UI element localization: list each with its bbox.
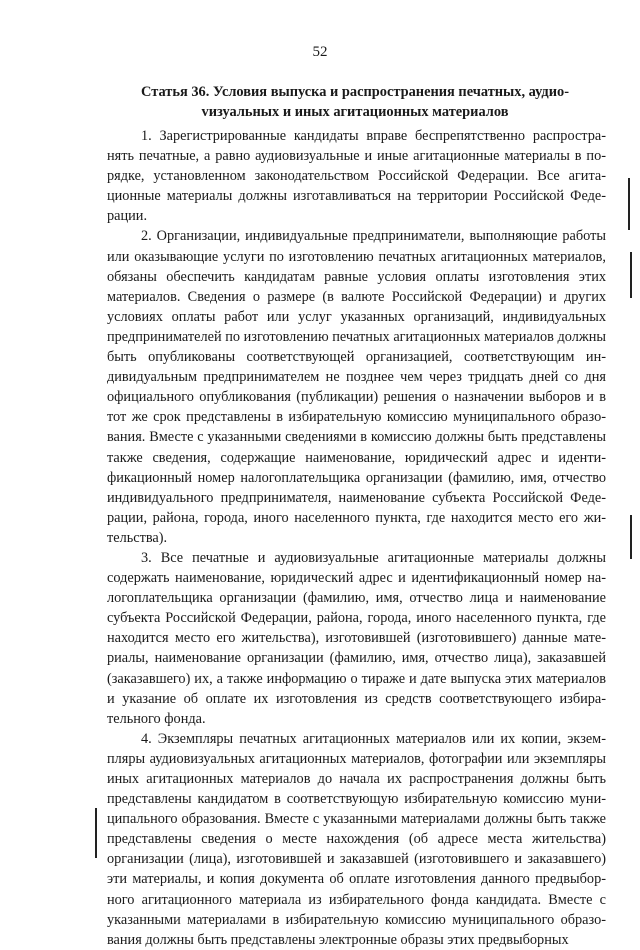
margin-change-bar (630, 252, 632, 298)
article-body (107, 126, 606, 950)
margin-change-bar (628, 178, 630, 230)
paragraph-1: 1. Зарегистрированные кандидаты вправе беспрепятственно распространять печатные, а равно аудиовизуальные и иные агитационные материалы в порядке, установленном законодательством Российской Федерации. Все агитационные материалы должны изготавливаться на территории Российской Федерации. (107, 128, 606, 225)
page-number: 52 (312, 44, 328, 60)
article-number: Статья 36. (141, 84, 210, 100)
margin-change-bar (630, 515, 632, 559)
paragraph-4: 4. Экземпляры печатных агитационных материалов или их копии, экземпляры аудиовизуальных агитационных материалов, фотографии или экземпляры иных агитационных материалов до начала их распространения должны быть представлены кандидатом в соответствующую избирательную комиссию муниципального образования. Вместе с указанными материалами должны быть также представлены сведения о месте нахождения (об адресе места жительства) организации (лица), изготовившей и заказавшей (изготовившего и заказавшего) эти материалы, и копия документа об оплате изготовления данного предвыборного агитационного материала из избирательного фонда кандидата. Вместе с указанными материалами в избирательную комиссию муниципального образования должны быть представлены электронные образы этих предвыборных (107, 730, 606, 948)
margin-change-bar (95, 808, 97, 858)
article-heading (120, 82, 590, 122)
paragraph-3: 3. Все печатные и аудиовизуальные агитационные материалы должны содержать наименование, юридический адрес и идентификационный номер налогоплательщика организации (фамилию, имя, отчество лица и наименование субъекта Российской Федерации, района, города, иного населенного пункта, где находится место его жительства), изготовившей (изготовившего) данные материалы, наименование организации (фамилию, имя, отчество лица), заказавшей (заказавшего) их, а также информацию о тираже и дате выпуска этих материалов и указание об оплате их изготовления из средств соответствующего избирательного фонда. (107, 549, 606, 727)
paragraph-2: 2. Организации, индивидуальные предприниматели, выполняющие работы или оказывающие услуги по изготовлению печатных агитационных материалов, обязаны обеспечить кандидатам равные условия оплаты изготовления этих материалов. Сведения о размере (в валюте Российской Федерации) и других условиях оплаты работ или услуг указанных организаций, индивидуальных предпринимателей по изготовлению печатных агитационных материалов должны быть опубликованы соответствующей организацией, соответствующим индивидуальным предпринимателем не позднее чем через тридцать дней со дня официального опубликования (публикации) решения о назначении выборов и в тот же срок представлены в избирательную комиссию муниципального образования. Вместе с указанными сведениями в комиссию должны быть представлены также сведения, содержащие наименование, юридический адрес и идентификационный номер налогоплательщика организации (фамилию, имя, отчество индивидуального предпринимателя, наименование субъекта Российской Федерации, района, города, иного населенного пункта, где находится место его жительства). (107, 228, 606, 546)
article-title-text: Условия выпуска и распространения печатных, аудиоvизуальных и иных агитационных материалов (201, 84, 569, 120)
